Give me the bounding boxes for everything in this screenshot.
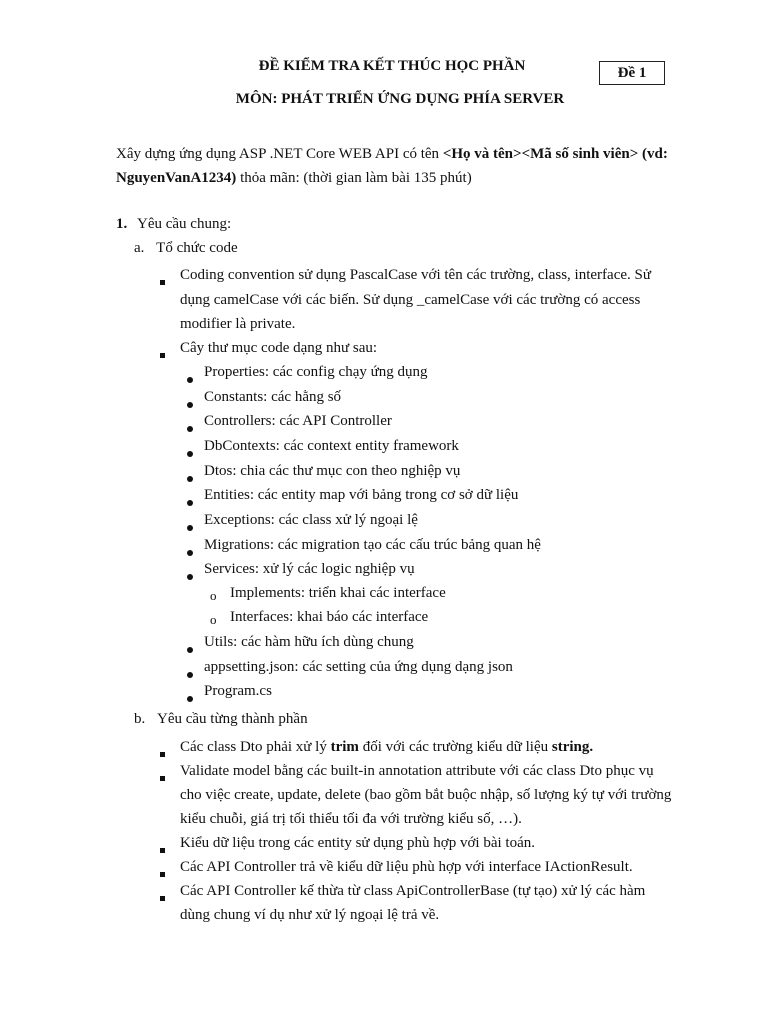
dot-bullet-icon [187, 397, 193, 414]
square-bullet-icon [160, 348, 165, 365]
dot-bullet-icon [187, 642, 193, 659]
folder-item: Program.cs [204, 683, 272, 699]
subsection-title: Yêu cầu từng thành phần [157, 711, 308, 727]
square-bullet-icon [160, 867, 165, 884]
subsection-label: b. [134, 711, 146, 727]
dot-bullet-icon [187, 569, 193, 586]
square-bullet-icon [160, 843, 165, 860]
folder-item: Exceptions: các class xử lý ngoại lệ [204, 512, 418, 528]
folder-item: Constants: các hằng số [204, 389, 342, 405]
intro-name-format: <Họ và tên><Mã số sinh viên> (vd: [442, 146, 668, 162]
bullet-line: Cây thư mục code dạng như sau: [180, 340, 378, 356]
folder-item: Controllers: các API Controller [204, 413, 392, 429]
dot-bullet-icon [187, 691, 193, 708]
intro-line-1 [116, 146, 696, 163]
intro-example: NguyenVanA1234) [116, 170, 237, 186]
folder-item: Utils: các hàm hữu ích dùng chung [204, 634, 414, 650]
course-title: MÔN: PHÁT TRIỂN ỨNG DỤNG PHÍA SERVER [235, 91, 565, 107]
exam-title: ĐỀ KIỂM TRA KẾT THÚC HỌC PHẦN [258, 58, 526, 74]
folder-item: Migrations: các migration tạo các cấu trúc bảng quan hệ [204, 537, 541, 553]
dot-bullet-icon [187, 446, 193, 463]
square-bullet-icon [160, 771, 165, 788]
dot-bullet-icon [187, 495, 193, 512]
section-number: 1. [116, 216, 128, 232]
circle-bullet-icon: o [210, 612, 217, 627]
dot-bullet-icon [187, 667, 193, 684]
square-bullet-icon [160, 891, 165, 908]
intro-text: Xây dựng ứng dụng ASP .NET Core WEB API có tên [116, 146, 443, 162]
folder-item: Dtos: chia các thư mục con theo nghiệp vụ [204, 463, 461, 479]
req-keyword: string. [551, 739, 594, 755]
dot-bullet-icon [187, 520, 193, 537]
requirement-item: Kiểu dữ liệu trong các entity sử dụng phù hợp với bài toán. [180, 835, 535, 851]
req-text: Các class Dto phải xử lý [180, 739, 331, 755]
requirement-line: Validate model bằng các built-in annotation attribute với các class Dto phục vụ [180, 763, 654, 779]
folder-item: appsetting.json: các setting của ứng dụng dạng json [204, 659, 513, 675]
folder-item: Properties: các config chạy ứng dụng [204, 364, 428, 380]
exam-code-box: Đề 1 [599, 61, 665, 85]
section-title: Yêu cầu chung: [137, 216, 232, 232]
req-text: đối với các trường kiểu dữ liệu [358, 739, 552, 755]
intro-time: thỏa mãn: (thời gian làm bài 135 phút) [236, 170, 472, 186]
folder-item: DbContexts: các context entity framework [204, 438, 459, 454]
requirement-item [180, 739, 593, 756]
requirement-line: dùng chung ví dụ như xử lý ngoại lệ trả về. [180, 907, 440, 923]
subsection-a-heading [134, 240, 238, 257]
square-bullet-icon [160, 747, 165, 764]
requirement-line: Các API Controller kế thừa từ class ApiControllerBase (tự tạo) xử lý các hàm [180, 883, 646, 899]
folder-item: Services: xử lý các logic nghiệp vụ [204, 561, 415, 577]
subsection-label: a. [134, 240, 145, 256]
circle-bullet-icon: o [210, 588, 217, 603]
square-bullet-icon [160, 275, 165, 292]
folder-subitem: Interfaces: khai báo các interface [230, 609, 429, 625]
requirement-item: Các API Controller trả về kiểu dữ liệu phù hợp với interface IActionResult. [180, 859, 633, 875]
dot-bullet-icon [187, 421, 193, 438]
intro-line-2 [116, 170, 696, 187]
bullet-line: modifier là private. [180, 316, 296, 332]
dot-bullet-icon [187, 545, 193, 562]
requirement-line: cho việc create, update, delete (bao gồm bắt buộc nhập, số lượng ký tự với trường [180, 787, 672, 803]
folder-item: Entities: các entity map với bảng trong cơ sở dữ liệu [204, 487, 519, 503]
dot-bullet-icon [187, 372, 193, 389]
bullet-line: Coding convention sử dụng PascalCase với tên các trường, class, interface. Sử [180, 267, 651, 283]
requirement-line: kiểu chuỗi, giá trị tối thiểu tối đa với trường kiểu số, …). [180, 811, 522, 827]
bullet-line: dụng camelCase với các biến. Sử dụng _camelCase với các trường có access [180, 292, 641, 308]
req-keyword: trim [330, 739, 359, 755]
dot-bullet-icon [187, 471, 193, 488]
subsection-title: Tổ chức code [156, 240, 238, 256]
folder-subitem: Implements: triển khai các interface [230, 585, 446, 601]
section-1-heading [116, 216, 231, 233]
subsection-b-heading [134, 711, 308, 728]
